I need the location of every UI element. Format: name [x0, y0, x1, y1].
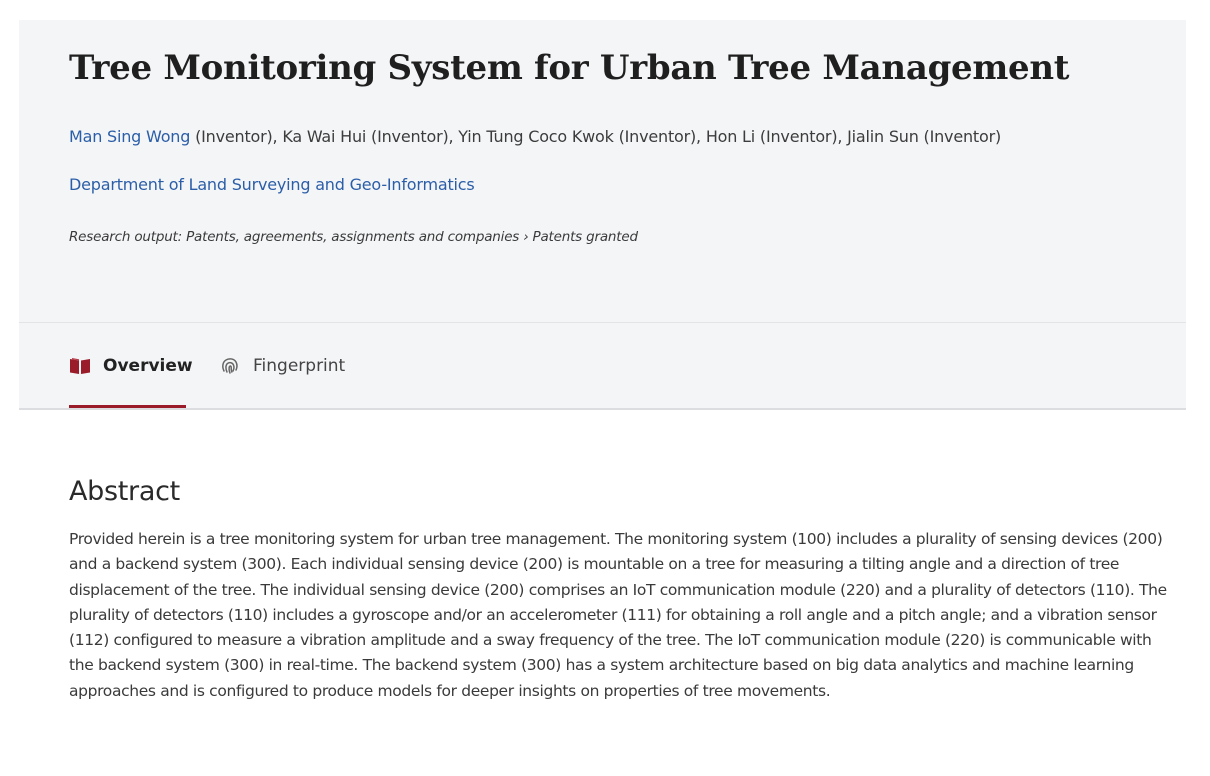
abstract-heading: Abstract	[69, 476, 180, 507]
author-name: Ka Wai Hui	[282, 127, 367, 146]
department-link[interactable]: Department of Land Surveying and Geo-Informatics	[69, 175, 475, 194]
tab-fingerprint[interactable]	[219, 323, 345, 409]
tab-overview[interactable]	[69, 323, 193, 409]
author-list: Man Sing Wong (Inventor), Ka Wai Hui (Inventor), Yin Tung Coco Kwok (Inventor), Hon Li (Inventor), Jialin Sun (Inventor)	[69, 127, 1001, 146]
author-role: (Inventor)	[190, 127, 273, 146]
author-name: Hon Li	[705, 127, 756, 146]
author-role: (Inventor)	[613, 127, 697, 146]
page-title: Tree Monitoring System for Urban Tree Management	[69, 48, 1070, 88]
author-role: (Inventor)	[366, 127, 449, 146]
fingerprint-icon	[219, 355, 241, 377]
author-name: Jialin Sun	[847, 127, 919, 146]
research-output-header	[19, 20, 1186, 322]
research-output-type: Research output: Patents, agreements, assignments and companies › Patents granted	[69, 229, 638, 245]
tab-label: Fingerprint	[253, 356, 346, 376]
author-link-man-sing-wong[interactable]: Man Sing Wong	[69, 127, 191, 146]
tab-label: Overview	[103, 356, 193, 376]
author-role: (Inventor)	[755, 127, 838, 146]
author-name: Yin Tung Coco Kwok	[458, 127, 614, 146]
active-tab-indicator	[69, 405, 186, 408]
abstract-text: Provided herein is a tree monitoring system for urban tree management. The monitoring system (100) includes a plurality of sensing devices (200) and a backend system (300). Each individual sensing device (200) is mountable on a tree for measuring a tilting angle and a direction of tree displacement of the tree. The individual sensing device (200) comprises an IoT communication module (220) and a plurality of detectors (110). The plurality of detectors (110) includes a gyroscope and/or an accelerometer (111) for obtaining a roll angle and a pitch angle; and a vibration sensor (112) configured to measure a vibration amplitude and a sway frequency of the tree. The IoT communication module (220) is communicable with the backend system (300) in real-time. The backend system (300) has a system architecture based on big data analytics and machine learning approaches and is configured to produce models for deeper insights on properties of tree movements.	[69, 530, 1167, 700]
author-role: (Inventor)	[918, 127, 1001, 146]
tab-bar	[19, 322, 1186, 410]
book-icon	[69, 355, 91, 377]
